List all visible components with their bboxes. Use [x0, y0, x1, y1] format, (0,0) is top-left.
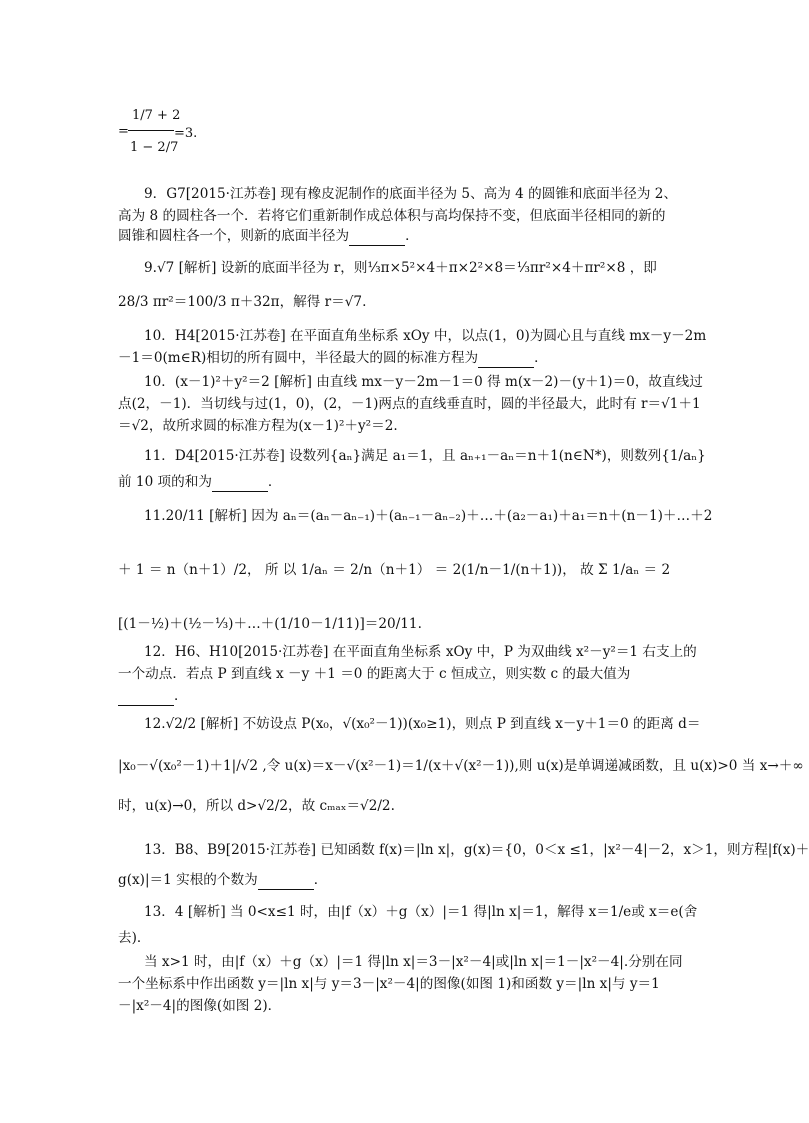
a10-line-2: 点(2，－1)．当切线与过(1，0)，(2，－1)两点的直线垂直时，圆的半径最大，此时有 r＝√1＋1: [118, 396, 701, 412]
period: ．: [267, 474, 282, 490]
q10-text: －1＝0(m∈R)相切的所有圆中，半径最大的圆的标准方程为: [118, 350, 479, 366]
q9-line-2: 高为 8 的圆柱各一个．若将它们重新制作成总体积与高均保持不变，但底面半径相同的新的: [118, 208, 666, 224]
a13-line-3: 当 x>1 时，由|f（x）＋g（x）|＝1 得|ln x|＝3－|x²－4|或|ln x|＝1－|x²－4|.分别在同: [144, 954, 683, 970]
equals-three: =3.: [174, 126, 198, 141]
fraction-denominator: 1 − 2/7: [130, 140, 179, 155]
q13-line-2: [118, 870, 680, 890]
q9-line-3: [118, 226, 680, 246]
answer-blank: [258, 875, 314, 890]
period: ．: [313, 872, 328, 888]
a13-line-2: 去)．: [118, 930, 151, 946]
a11-line-3: [(1－½)＋(½－⅓)＋…＋(1/10－1/11)]＝20/11.: [118, 616, 422, 632]
a11-line-1: 11.20/11 [解析] 因为 aₙ＝(aₙ－aₙ₋₁)＋(aₙ₋₁－aₙ₋₂)＋…＋(a₂－a₁)＋a₁＝n＋(n－1)＋…＋2: [144, 508, 713, 524]
a10-line-1: 10．(x－1)²＋y²＝2 [解析] 由直线 mx－y－2m－1＝0 得 m(x－2)－(y＋1)＝0，故直线过: [144, 374, 703, 390]
q11-line-2: [118, 472, 680, 492]
a12-line-1: 12.√2/2 [解析] 不妨设点 P(x₀，√(x₀²－1))(x₀≥1)，则点 P 到直线 x－y＋1＝0 的距离 d＝: [144, 716, 701, 732]
a12-line-3: 时，u(x)→0，所以 d>√2/2，故 cₘₐₓ＝√2/2.: [118, 798, 395, 814]
continued-fraction: [118, 104, 198, 164]
q9-text: 圆锥和圆柱各一个，则新的底面半径为: [118, 228, 350, 244]
q10-line-1: 10．H4[2015·江苏卷] 在平面直角坐标系 xOy 中，以点(1，0)为圆心且与直线 mx－y－2m: [144, 328, 707, 344]
q10-line-2: [118, 348, 680, 368]
answer-blank: [349, 231, 405, 246]
a13-line-5: －|x²－4|的图像(如图 2)．: [118, 998, 282, 1014]
a9-line-2: 28/3 πr²＝100/3 π＋32π，解得 r＝√7.: [118, 294, 367, 310]
a12-line-2: |x₀－√(x₀²－1)＋1|/√2 ,令 u(x)＝x－√(x²－1)＝1/(x＋√(x²－1)),则 u(x)是单调递减函数，且 u(x)>0 当 x→＋∞: [118, 758, 804, 774]
a13-line-4: 一个坐标系中作出函数 y＝|ln x|与 y＝3－|x²－4|的图像(如图 1)和函数 y＝|ln x|与 y＝1: [118, 976, 660, 992]
period: ．: [534, 350, 548, 366]
answer-blank: [118, 691, 174, 706]
equals-sign: =: [118, 124, 129, 139]
fraction-numerator: 1/7 + 2: [132, 108, 181, 123]
q9-line-1: 9．G7[2015·江苏卷] 现有橡皮泥制作的底面半径为 5、高为 4 的圆锥和底面半径为 2、: [144, 186, 678, 202]
a9-line-1: 9.√7 [解析] 设新的底面半径为 r，则⅓π×5²×4＋π×2²×8＝⅓πr²×4＋πr²×8 ，即: [144, 260, 657, 276]
q12-line-3: [118, 686, 680, 706]
q11-text: 前 10 项的和为: [118, 474, 212, 490]
fraction-bar: [128, 130, 174, 131]
q11-line-1: 11．D4[2015·江苏卷] 设数列{aₙ}满足 a₁＝1，且 aₙ₊₁－aₙ＝n＋1(n∈N*)，则数列{1/aₙ}: [144, 448, 706, 464]
answer-blank: [478, 353, 534, 368]
period: ．: [174, 688, 188, 704]
a10-line-3: ＝√2，故所求圆的标准方程为(x－1)²＋y²＝2.: [118, 418, 398, 434]
a13-line-1: 13．4 [解析] 当 0<x≤1 时，由|f（x）＋g（x）|＝1 得|ln x|＝1，解得 x＝1/e或 x＝e(舍: [144, 904, 698, 920]
a11-line-2: ＋ 1 ＝ n（n＋1）/2， 所 以 1/aₙ ＝ 2/n（n＋1） ＝ 2(1/n－1/(n＋1))， 故 Σ 1/aₙ ＝ 2: [118, 562, 671, 578]
answer-blank: [212, 477, 268, 492]
q12-line-1: 12．H6、H10[2015·江苏卷] 在平面直角坐标系 xOy 中，P 为双曲线 x²－y²＝1 右支上的: [144, 644, 697, 660]
q13-text: g(x)|＝1 实根的个数为: [118, 872, 258, 888]
q12-line-2: 一个动点．若点 P 到直线 x －y ＋1 ＝0 的距离大于 c 恒成立，则实数 c 的最大值为: [118, 666, 631, 682]
q13-line-1: 13．B8、B9[2015·江苏卷] 已知函数 f(x)＝|ln x|，g(x)＝{0，0＜x ≤1，|x²－4|－2，x＞1，则方程|f(x)＋: [144, 842, 809, 858]
period: ．: [405, 228, 419, 244]
